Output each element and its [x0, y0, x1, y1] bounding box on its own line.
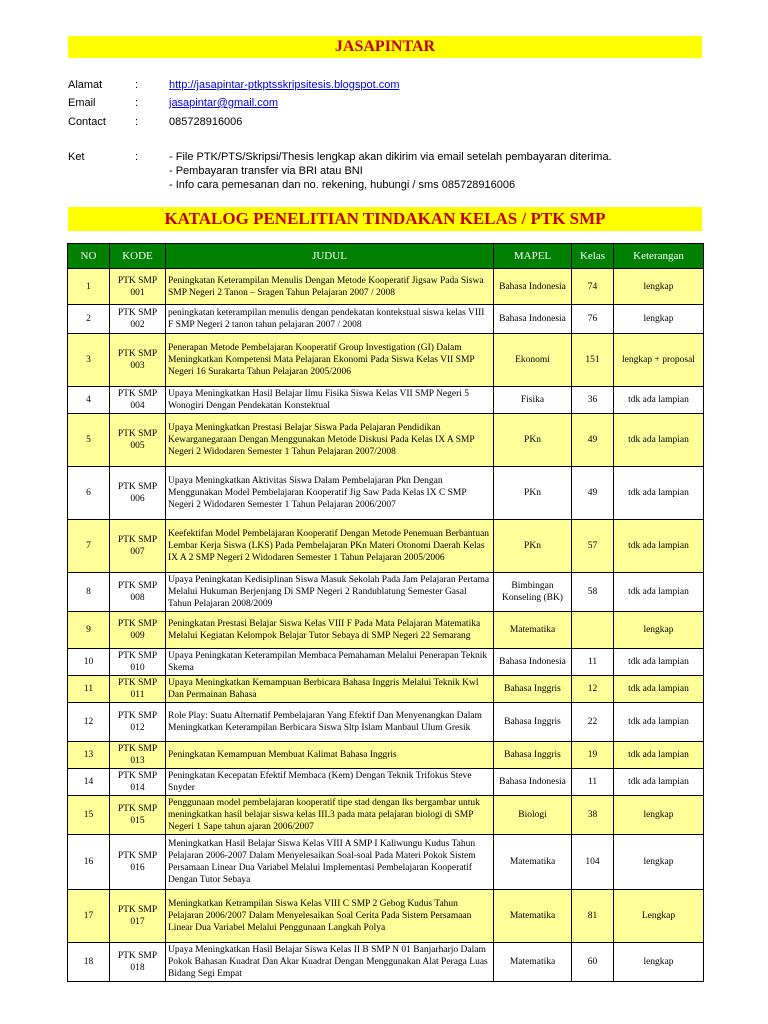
cell-kode: PTK SMP 007 [110, 520, 166, 573]
cell-keterangan: lengkap [614, 305, 704, 334]
cell-judul: Upaya Meningkatkan Aktivitas Siswa Dalam Pembelajaran Pkn Dengan Menggunakan Model Pembelajaran Kooperatif Jig Saw Pada Kelas IX C SMP Negeri 2 Widodaren Semester 1 Tahun Pelajaran 2006/2007 [166, 467, 494, 520]
cell-kode: PTK SMP 004 [110, 387, 166, 414]
cell-mapel: PKn [494, 414, 572, 467]
cell-no: 14 [68, 769, 110, 796]
cell-kode: PTK SMP 001 [110, 269, 166, 305]
cell-kode: PTK SMP 012 [110, 703, 166, 742]
cell-kelas: 151 [572, 334, 614, 387]
cell-judul: Upaya Peningkatan Keterampilan Membaca Pemahaman Melalui Penerapan Teknik Skema [166, 649, 494, 676]
cell-no: 13 [68, 742, 110, 769]
table-row [68, 520, 704, 573]
cell-no: 7 [68, 520, 110, 573]
cell-mapel: Ekonomi [494, 334, 572, 387]
cell-judul: Penggunaan model pembelajaran kooperatif tipe stad dengan lks bergambar untuk meningkatkan hasil belajar siswa kelas III.3 pada mata pelajaran biologi di SMP Negeri 1 Sape tahun ajaran 2006/2007 [166, 796, 494, 835]
cell-judul: Peningkatan Kecepatan Efektif Membaca (Kem) Dengan Teknik Trifokus Steve Snyder [166, 769, 494, 796]
cell-no: 17 [68, 890, 110, 943]
table-row [68, 676, 704, 703]
header-judul: JUDUL [166, 244, 494, 269]
cell-no: 6 [68, 467, 110, 520]
table-row [68, 769, 704, 796]
email-label: Email [68, 97, 96, 109]
cell-no: 16 [68, 835, 110, 890]
cell-mapel: Matematika [494, 835, 572, 890]
ket-line: - Info cara pemesanan dan no. rekening, hubungi / sms 085728916006 [169, 179, 516, 191]
cell-keterangan: tdk ada lampian [614, 703, 704, 742]
table-row [68, 467, 704, 520]
cell-kelas: 60 [572, 943, 614, 982]
cell-keterangan: tdk ada lampian [614, 676, 704, 703]
cell-mapel: Bahasa Indonesia [494, 269, 572, 305]
cell-kode: PTK SMP 008 [110, 573, 166, 612]
cell-no: 4 [68, 387, 110, 414]
table-row [68, 387, 704, 414]
cell-judul: Meningkatkan Hasil Belajar Siswa Kelas VIII A SMP I Kaliwungu Kudus Tahun Pelajaran 2006-2007 Dalam Menyelesaikan Soal-soal Pada Materi Pokok Sistem Persamaan Linear Dua Variabel Melalui Implementasi Pembelajaran Kooperatif Dengan Tutor Sebaya [166, 835, 494, 890]
cell-mapel: Bahasa Indonesia [494, 769, 572, 796]
cell-keterangan: Lengkap [614, 890, 704, 943]
cell-kelas: 12 [572, 676, 614, 703]
cell-keterangan: lengkap [614, 943, 704, 982]
cell-kelas: 49 [572, 467, 614, 520]
cell-judul: Upaya Meningkatkan Hasil Belajar Ilmu Fisika Siswa Kelas VII SMP Negeri 5 Wonogiri Dengan Pendekatan Konstektual [166, 387, 494, 414]
cell-no: 12 [68, 703, 110, 742]
ket-line: - Pembayaran transfer via BRI atau BNI [169, 165, 363, 177]
cell-mapel: Fisika [494, 387, 572, 414]
header-mapel: MAPEL [494, 244, 572, 269]
cell-no: 1 [68, 269, 110, 305]
cell-mapel: Bahasa Inggris [494, 676, 572, 703]
cell-judul: peningkatan keterampilan menulis dengan pendekatan kontekstual siswa kelas VIII F SMP Negeri 2 tanon tahun pelajaran 2007 / 2008 [166, 305, 494, 334]
cell-no: 10 [68, 649, 110, 676]
cell-kelas: 11 [572, 649, 614, 676]
cell-kode: PTK SMP 017 [110, 890, 166, 943]
cell-keterangan: lengkap [614, 796, 704, 835]
cell-kelas: 57 [572, 520, 614, 573]
cell-kelas: 58 [572, 573, 614, 612]
cell-kelas [572, 612, 614, 649]
cell-kelas: 76 [572, 305, 614, 334]
contact-label: Contact [68, 116, 106, 128]
cell-mapel: PKn [494, 467, 572, 520]
cell-judul: Upaya Meningkatkan Kemampuan Berbicara Bahasa Inggris Melalui Teknik Kwl Dan Permainan Bahasa [166, 676, 494, 703]
cell-judul: Meningkatkan Ketrampilan Siswa Kelas VIII C SMP 2 Gebog Kudus Tahun Pelajaran 2006/2007 Dalam Menyelesaikan Soal Cerita Pada Sistem Persamaan Linear Dua Variabel Melalui Penggunaan Langkah Polya [166, 890, 494, 943]
cell-kode: PTK SMP 014 [110, 769, 166, 796]
cell-kelas: 81 [572, 890, 614, 943]
table-row [68, 414, 704, 467]
cell-judul: Penerapan Metode Pembelajaran Kooperatif Group Investigation (GI) Dalam Meningkatkan Kompetensi Mata Pelajaran Ekonomi Pada Siswa Kelas VII SMP Negeri 16 Surakarta Tahun Pelajaran 2005/2006 [166, 334, 494, 387]
cell-keterangan: tdk ada lampian [614, 467, 704, 520]
cell-no: 9 [68, 612, 110, 649]
cell-kode: PTK SMP 010 [110, 649, 166, 676]
cell-mapel: Bahasa Indonesia [494, 649, 572, 676]
table-row [68, 890, 704, 943]
cell-kode: PTK SMP 002 [110, 305, 166, 334]
alamat-label: Alamat [68, 79, 103, 91]
cell-judul: Peningkatan Keterampilan Menulis Dengan Metode Kooperatif Jigsaw Pada Siswa SMP Negeri 2 Tanon – Sragen Tahun Pelajaran 2007 / 2008 [166, 269, 494, 305]
cell-judul: Upaya Meningkatkan Hasil Belajar Siswa Kelas II B SMP N 01 Banjarharjo Dalam Pokok Bahasan Kuadrat Dan Akar Kuadrat Dengan Menggunakan Alat Peraga Luas Bidang Segi Empat [166, 943, 494, 982]
cell-keterangan: lengkap [614, 269, 704, 305]
cell-no: 2 [68, 305, 110, 334]
cell-kode: PTK SMP 003 [110, 334, 166, 387]
cell-kelas: 38 [572, 796, 614, 835]
cell-mapel: Biologi [494, 796, 572, 835]
cell-mapel: PKn [494, 520, 572, 573]
cell-judul: Role Play: Suatu Alternatif Pembelajaran Yang Efektif Dan Menyenangkan Dalam Meningkatkan Keterampilan Berbicara Siswa Sltp Islam Manbaul Ulum Gresik [166, 703, 494, 742]
colon: : [135, 97, 139, 109]
table-row [68, 835, 704, 890]
cell-no: 15 [68, 796, 110, 835]
header-kode: KODE [110, 244, 166, 269]
cell-kode: PTK SMP 013 [110, 742, 166, 769]
page-title: JASAPINTAR [68, 36, 702, 58]
cell-mapel: Matematika [494, 890, 572, 943]
cell-kelas: 49 [572, 414, 614, 467]
cell-kelas: 22 [572, 703, 614, 742]
cell-keterangan: tdk ada lampian [614, 573, 704, 612]
catalog-title: KATALOG PENELITIAN TINDAKAN KELAS / PTK SMP [68, 207, 702, 231]
table-row [68, 943, 704, 982]
table-header-row [68, 244, 704, 269]
cell-no: 5 [68, 414, 110, 467]
cell-keterangan: tdk ada lampian [614, 649, 704, 676]
cell-kode: PTK SMP 015 [110, 796, 166, 835]
table-row [68, 269, 704, 305]
cell-kode: PTK SMP 018 [110, 943, 166, 982]
cell-kelas: 11 [572, 769, 614, 796]
cell-keterangan: tdk ada lampian [614, 387, 704, 414]
table-row [68, 742, 704, 769]
header-no: NO [68, 244, 110, 269]
contact-value: 085728916006 [169, 116, 243, 128]
colon: : [135, 151, 139, 163]
cell-mapel: Bahasa Inggris [494, 703, 572, 742]
cell-kode: PTK SMP 006 [110, 467, 166, 520]
cell-kode: PTK SMP 005 [110, 414, 166, 467]
cell-keterangan: tdk ada lampian [614, 742, 704, 769]
table-row [68, 305, 704, 334]
header-kelas: Kelas [572, 244, 614, 269]
ket-line: - File PTK/PTS/Skripsi/Thesis lengkap akan dikirim via email setelah pembayaran diterima. [169, 151, 612, 163]
colon: : [135, 79, 139, 91]
cell-keterangan: lengkap + proposal [614, 334, 704, 387]
table-row [68, 612, 704, 649]
header-keterangan: Keterangan [614, 244, 704, 269]
cell-no: 3 [68, 334, 110, 387]
cell-kode: PTK SMP 011 [110, 676, 166, 703]
email-link[interactable]: jasapintar@gmail.com [169, 97, 278, 109]
ket-label: Ket [68, 151, 85, 163]
cell-mapel: Bahasa Indonesia [494, 305, 572, 334]
cell-no: 11 [68, 676, 110, 703]
cell-judul: Peningkatan Kemampuan Membuat Kalimat Bahasa Inggris [166, 742, 494, 769]
cell-keterangan: tdk ada lampian [614, 414, 704, 467]
website-link[interactable]: http://jasapintar-ptkptsskripsitesis.blogspot.com [169, 79, 400, 91]
table-row [68, 649, 704, 676]
cell-mapel: Bahasa Inggris [494, 742, 572, 769]
cell-kelas: 19 [572, 742, 614, 769]
cell-judul: Upaya Meningkatkan Prestasi Belajar Siswa Pada Pelajaran Pendidikan Kewarganegaraan Dengan Menggunakan Metode Diskusi Pada Kelas IX A SMP Negeri 2 Widodaren Semester 1 Tahun Pelajaran 2007/2008 [166, 414, 494, 467]
table-row [68, 573, 704, 612]
cell-kode: PTK SMP 016 [110, 835, 166, 890]
cell-kelas: 104 [572, 835, 614, 890]
cell-keterangan: lengkap [614, 612, 704, 649]
cell-no: 8 [68, 573, 110, 612]
cell-keterangan: tdk ada lampian [614, 769, 704, 796]
colon: : [135, 116, 139, 128]
cell-mapel: Matematika [494, 943, 572, 982]
cell-judul: Keefektifan Model Pembelajaran Kooperatif Dengan Metode Penemuan Berbantuan Lembar Kerja Siswa (LKS) Pada Pembelajaran PKn Materi Otonomi Daerah Kelas IX A 2 SMP Negeri 2 Widodaren Semester 1 Tahun Pelajaran 2005/2006 [166, 520, 494, 573]
cell-no: 18 [68, 943, 110, 982]
cell-keterangan: tdk ada lampian [614, 520, 704, 573]
cell-judul: Peningkatan Prestasi Belajar Siswa Kelas VIII F Pada Mata Pelajaran Matematika Melalui Kegiatan Kelompok Belajar Tutor Sebaya di SMP Negeri 22 Semarang [166, 612, 494, 649]
table-row [68, 796, 704, 835]
cell-kelas: 36 [572, 387, 614, 414]
cell-judul: Upaya Peningkatan Kedisiplinan Siswa Masuk Sekolah Pada Jam Pelajaran Pertama Melalui Hukuman Berjenjang Di SMP Negeri 2 Randublatung Semester Gasal Tahun Pelajaran 2008/2009 [166, 573, 494, 612]
cell-keterangan: lengkap [614, 835, 704, 890]
cell-kelas: 74 [572, 269, 614, 305]
table-row [68, 703, 704, 742]
cell-kode: PTK SMP 009 [110, 612, 166, 649]
cell-mapel: Matematika [494, 612, 572, 649]
cell-mapel: Bimbingan Konseling (BK) [494, 573, 572, 612]
table-row [68, 334, 704, 387]
catalog-table [67, 243, 704, 982]
